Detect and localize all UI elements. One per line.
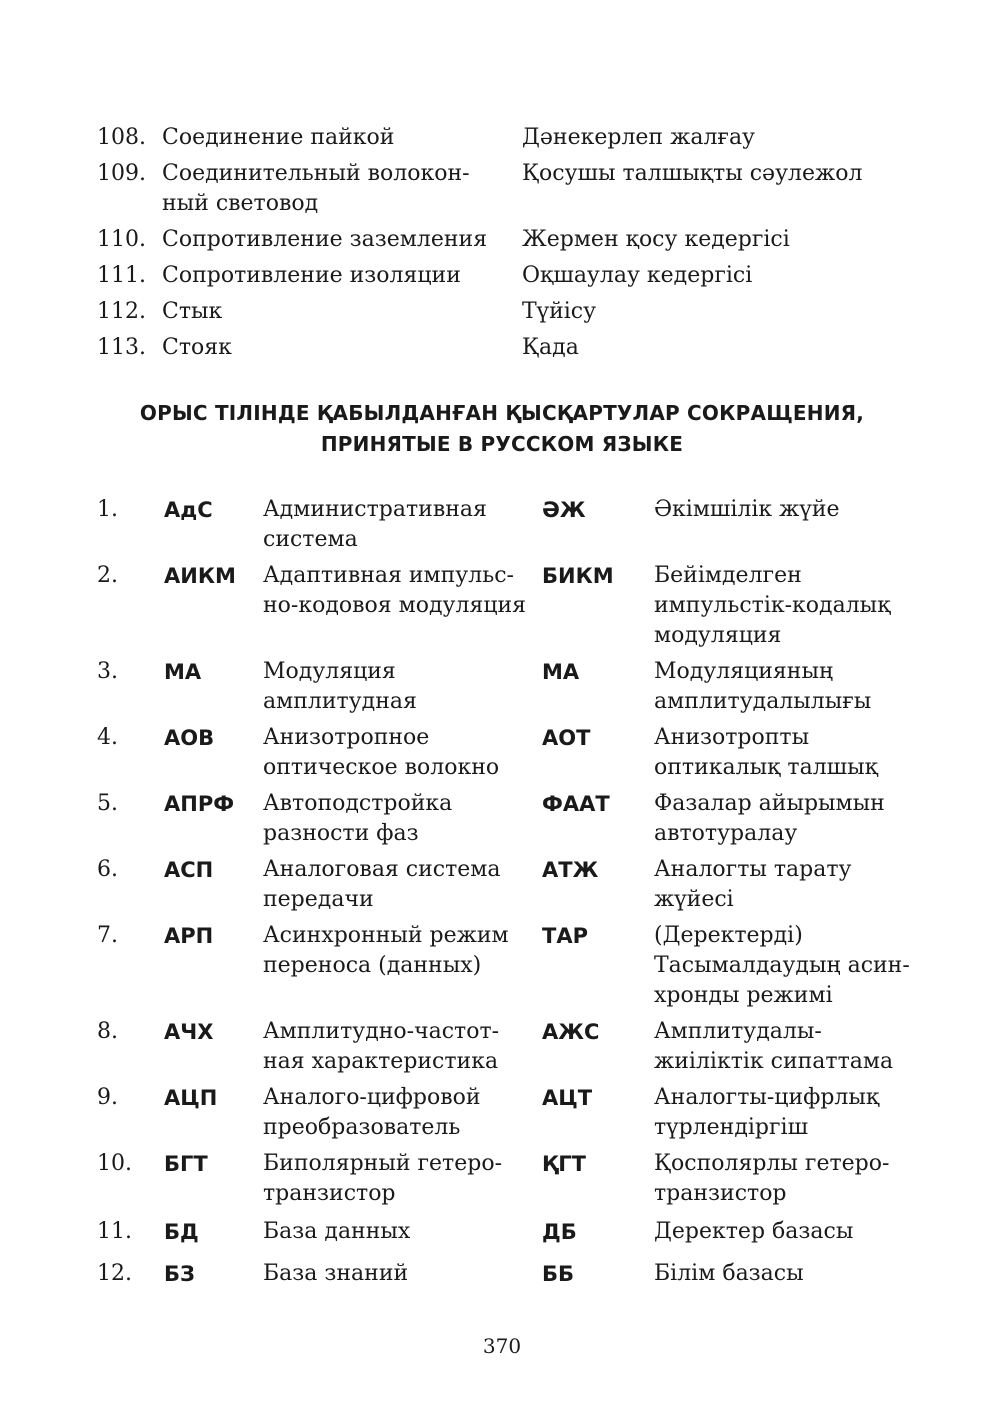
abbreviation-row	[97, 657, 927, 717]
glossary-russian-line: ный световод	[162, 191, 319, 216]
glossary-russian-line: Соединительный волокон-	[162, 161, 470, 186]
russian-abbreviation: БЗ	[164, 1262, 195, 1286]
russian-full-form-line: преобразователь	[263, 1115, 461, 1140]
glossary-kazakh-line: Оқшаулау кедергісі	[522, 263, 753, 288]
kazakh-full-form	[654, 1083, 927, 1143]
kazakh-full-form	[654, 657, 927, 717]
russian-full-form	[263, 495, 542, 555]
glossary-kazakh-term	[522, 123, 917, 153]
abbreviation-row	[97, 855, 927, 915]
kazakh-full-form-line: түрлендіргіш	[654, 1115, 809, 1140]
glossary-list	[97, 123, 917, 369]
russian-full-form-line: Административная	[263, 497, 487, 522]
glossary-row	[97, 333, 917, 363]
glossary-russian-term	[162, 225, 522, 255]
russian-abbreviation: АЦП	[164, 1086, 218, 1110]
kazakh-full-form	[654, 495, 927, 525]
kazakh-abbreviation: ТАР	[542, 924, 588, 948]
kazakh-abbreviation: ФААТ	[542, 792, 610, 816]
kazakh-full-form-line: автотуралау	[654, 821, 798, 846]
kazakh-full-form-line: (Деректерді)	[654, 923, 803, 948]
glossary-kazakh-term	[522, 261, 917, 291]
russian-full-form-line: переноса (данных)	[263, 953, 482, 978]
kazakh-abbreviation: ДБ	[542, 1220, 577, 1244]
russian-abbreviation: АПРФ	[164, 792, 235, 816]
glossary-row	[97, 225, 917, 255]
russian-full-form	[263, 1149, 542, 1209]
russian-full-form	[263, 789, 542, 849]
abbreviation-number: 6.	[97, 857, 118, 882]
kazakh-full-form-line: Тасымалдаудың асин-	[654, 953, 910, 978]
abbreviation-row	[97, 1217, 927, 1247]
kazakh-abbreviation: АЦТ	[542, 1086, 593, 1110]
russian-full-form-line: Анизотропное	[263, 725, 430, 750]
kazakh-full-form-line: модуляция	[654, 623, 782, 648]
abbreviation-number: 3.	[97, 659, 118, 684]
glossary-row	[97, 159, 917, 219]
kazakh-full-form-line: хронды режимі	[654, 983, 833, 1008]
glossary-kazakh-term	[522, 225, 917, 255]
kazakh-abbreviation: АТЖ	[542, 858, 599, 882]
russian-full-form-line: Асинхронный режим	[263, 923, 509, 948]
abbreviation-number: 11.	[97, 1219, 132, 1244]
glossary-russian-line: Стык	[162, 299, 223, 324]
abbreviation-number: 10.	[97, 1151, 132, 1176]
russian-full-form-line: Автоподстройка	[263, 791, 453, 816]
kazakh-abbreviation: АОТ	[542, 726, 591, 750]
glossary-russian-line: Сопротивление изоляции	[162, 263, 461, 288]
kazakh-abbreviation: МА	[542, 660, 580, 684]
russian-abbreviation: АЧХ	[164, 1020, 214, 1044]
kazakh-full-form-line: жиіліктік сипаттама	[654, 1049, 894, 1074]
russian-full-form	[263, 1217, 542, 1247]
kazakh-abbreviation: ББ	[542, 1262, 575, 1286]
abbreviation-row	[97, 1149, 927, 1209]
russian-full-form	[263, 561, 542, 621]
russian-abbreviation: МА	[164, 660, 202, 684]
russian-full-form-line: транзистор	[263, 1181, 396, 1206]
glossary-kazakh-term	[522, 297, 917, 327]
kazakh-abbreviation: АЖС	[542, 1020, 600, 1044]
abbreviation-number: 4.	[97, 725, 118, 750]
page-number: 370	[482, 1334, 522, 1358]
glossary-russian-line: Стояк	[162, 335, 232, 360]
russian-full-form-line: разности фаз	[263, 821, 419, 846]
russian-abbreviation: АдС	[164, 498, 213, 522]
russian-abbreviation: АОВ	[164, 726, 215, 750]
glossary-number: 112.	[97, 299, 146, 324]
kazakh-full-form-line: Аналогты-цифрлық	[654, 1085, 880, 1110]
russian-full-form	[263, 1259, 542, 1289]
abbreviation-row	[97, 1017, 927, 1077]
glossary-russian-term	[162, 297, 522, 327]
glossary-row	[97, 123, 917, 153]
russian-full-form-line: Адаптивная импульс-	[263, 563, 514, 588]
kazakh-full-form	[654, 723, 927, 783]
abbreviation-row	[97, 723, 927, 783]
abbreviations-table	[97, 495, 927, 1295]
kazakh-full-form-line: Анизотропты	[654, 725, 810, 750]
russian-full-form-line: амплитудная	[263, 689, 417, 714]
glossary-kazakh-line: Дәнекерлеп жалғау	[522, 125, 755, 150]
russian-full-form	[263, 855, 542, 915]
kazakh-abbreviation: БИКМ	[542, 564, 614, 588]
glossary-russian-term	[162, 123, 522, 153]
glossary-number: 109.	[97, 161, 146, 186]
section-heading	[60, 398, 944, 460]
kazakh-full-form	[654, 1017, 927, 1077]
glossary-kazakh-line: Қада	[522, 335, 579, 360]
abbreviation-number: 7.	[97, 923, 118, 948]
abbreviation-row	[97, 495, 927, 555]
abbreviation-number: 5.	[97, 791, 118, 816]
glossary-kazakh-line: Жермен қосу кедергісі	[522, 227, 790, 252]
kazakh-full-form	[654, 921, 927, 1011]
russian-full-form-line: База знаний	[263, 1261, 409, 1286]
russian-full-form-line: Амплитудно-частот-	[263, 1019, 500, 1044]
abbreviation-row	[97, 1083, 927, 1143]
kazakh-full-form	[654, 1149, 927, 1209]
abbreviation-number: 12.	[97, 1261, 132, 1286]
kazakh-full-form-line: Бейімделген	[654, 563, 802, 588]
kazakh-abbreviation: ҚГТ	[542, 1152, 586, 1176]
glossary-number: 111.	[97, 263, 146, 288]
glossary-russian-term	[162, 261, 522, 291]
russian-full-form	[263, 921, 542, 981]
abbreviation-number: 2.	[97, 563, 118, 588]
abbreviation-row	[97, 789, 927, 849]
kazakh-full-form	[654, 789, 927, 849]
kazakh-full-form-line: Қосполярлы гетеро-	[654, 1151, 890, 1176]
glossary-row	[97, 261, 917, 291]
russian-full-form-line: система	[263, 527, 358, 552]
glossary-number: 113.	[97, 335, 146, 360]
kazakh-full-form	[654, 1217, 927, 1247]
russian-full-form-line: Модуляция	[263, 659, 396, 684]
kazakh-full-form	[654, 855, 927, 915]
kazakh-full-form-line: Білім базасы	[654, 1261, 804, 1286]
russian-full-form-line: передачи	[263, 887, 374, 912]
abbreviation-row	[97, 921, 927, 1011]
russian-full-form	[263, 723, 542, 783]
kazakh-full-form-line: Деректер базасы	[654, 1219, 854, 1244]
kazakh-full-form	[654, 561, 927, 651]
russian-abbreviation: АИКМ	[164, 564, 236, 588]
russian-full-form	[263, 1017, 542, 1077]
abbreviation-number: 8.	[97, 1019, 118, 1044]
heading-line-1: ОРЫС ТІЛІНДЕ ҚАБЫЛДАНҒАН ҚЫСҚАРТУЛАР СОКРАЩЕНИЯ,	[139, 401, 865, 425]
abbreviation-row	[97, 561, 927, 651]
russian-abbreviation: БГТ	[164, 1152, 208, 1176]
kazakh-full-form-line: Амплитудалы-	[654, 1019, 822, 1044]
russian-full-form-line: ная характеристика	[263, 1049, 499, 1074]
glossary-number: 108.	[97, 125, 146, 150]
russian-full-form-line: но-кодовоя модуляция	[263, 593, 527, 618]
glossary-russian-term	[162, 333, 522, 363]
kazakh-full-form-line: Модуляцияның	[654, 659, 834, 684]
russian-full-form-line: Аналоговая система	[263, 857, 501, 882]
russian-full-form	[263, 657, 542, 717]
glossary-russian-line: Сопротивление заземления	[162, 227, 488, 252]
russian-full-form-line: оптическое волокно	[263, 755, 500, 780]
russian-abbreviation: АСП	[164, 858, 214, 882]
russian-full-form-line: Биполярный гетеро-	[263, 1151, 503, 1176]
heading-line-2: ПРИНЯТЫЕ В РУССКОМ ЯЗЫКЕ	[320, 432, 684, 456]
glossary-kazakh-line: Түйісу	[522, 299, 597, 324]
kazakh-full-form-line: оптикалық талшық	[654, 755, 878, 780]
russian-abbreviation: БД	[164, 1220, 199, 1244]
kazakh-full-form-line: Аналогты тарату	[654, 857, 852, 882]
russian-full-form-line: Аналого-цифровой	[263, 1085, 481, 1110]
glossary-kazakh-term	[522, 159, 917, 189]
glossary-row	[97, 297, 917, 327]
glossary-russian-line: Соединение пайкой	[162, 125, 395, 150]
russian-full-form	[263, 1083, 542, 1143]
glossary-kazakh-line: Қосушы талшықты сәулежол	[522, 161, 863, 186]
russian-full-form-line: База данных	[263, 1219, 411, 1244]
kazakh-full-form-line: Фазалар айырымын	[654, 791, 885, 816]
abbreviation-row	[97, 1259, 927, 1289]
glossary-kazakh-term	[522, 333, 917, 363]
kazakh-full-form-line: жүйесі	[654, 887, 734, 912]
kazakh-full-form-line: импульстік-кодалық	[654, 593, 891, 618]
kazakh-full-form-line: Әкімшілік жүйе	[654, 497, 840, 522]
abbreviation-number: 9.	[97, 1085, 118, 1110]
kazakh-abbreviation: ӘЖ	[542, 498, 586, 522]
kazakh-full-form-line: транзистор	[654, 1181, 787, 1206]
kazakh-full-form	[654, 1259, 927, 1289]
glossary-number: 110.	[97, 227, 146, 252]
russian-abbreviation: АРП	[164, 924, 214, 948]
glossary-russian-term	[162, 159, 522, 219]
kazakh-full-form-line: амплитудалылығы	[654, 689, 872, 714]
abbreviation-number: 1.	[97, 497, 118, 522]
